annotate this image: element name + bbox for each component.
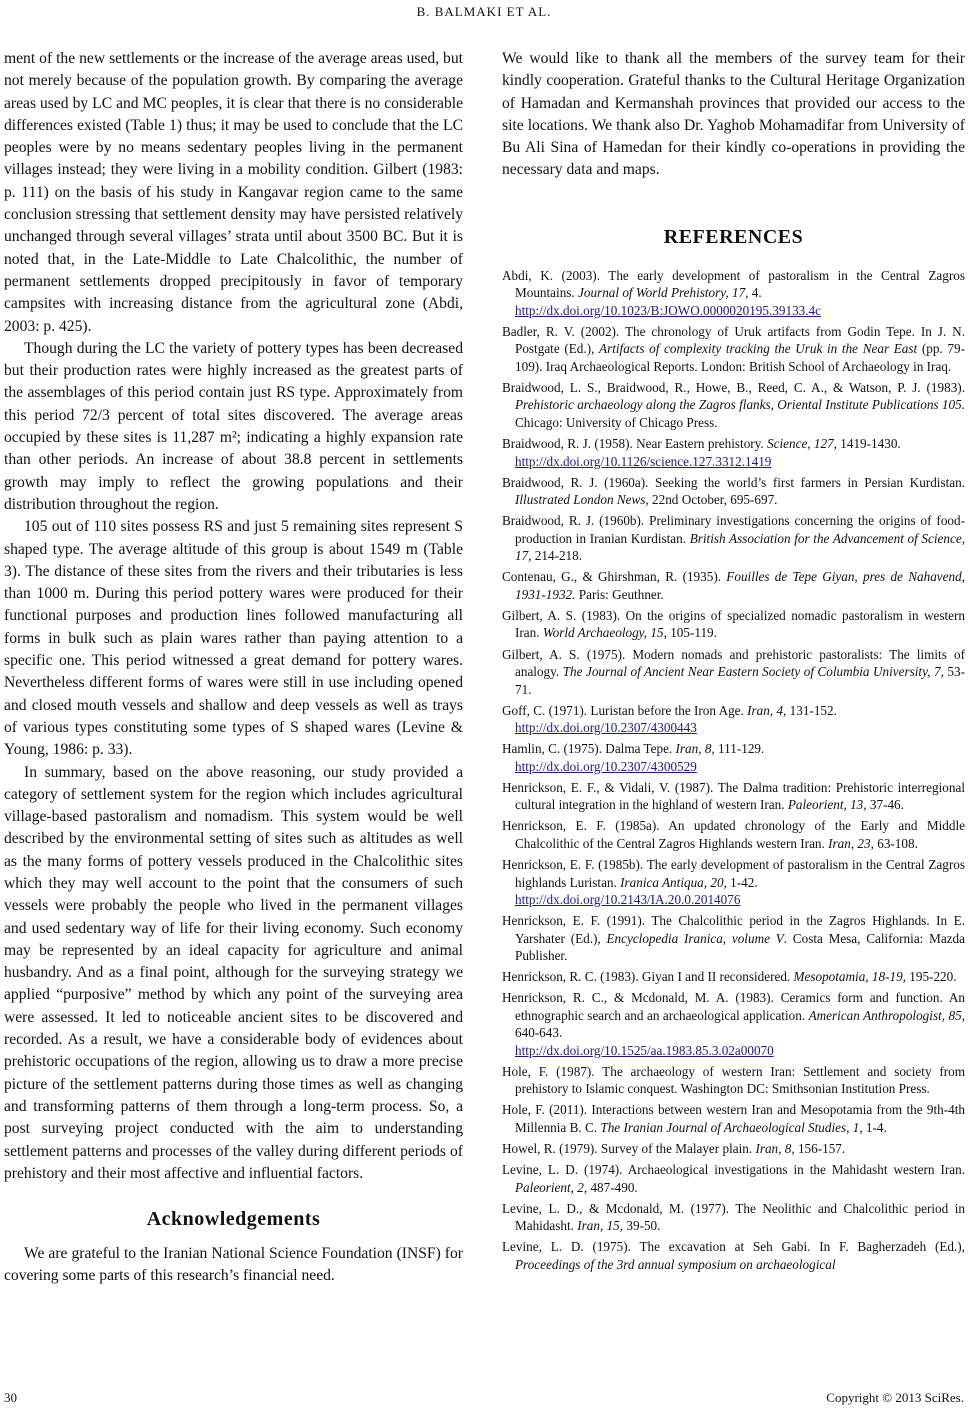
doi-link[interactable]: http://dx.doi.org/10.2307/4300529 xyxy=(515,758,697,774)
page-number: 30 xyxy=(4,1390,17,1405)
reference-text: Hole, F. (2011). Interactions between western Iran and Mesopotamia from the 9th-4th Millennia B. C. xyxy=(502,1102,965,1135)
reference-text: 156-157. xyxy=(794,1141,846,1157)
reference-source: Iran, 8, xyxy=(675,741,715,757)
reference-source: Encyclopedia Iranica, volume V xyxy=(606,930,784,946)
body-paragraph: Though during the LC the variety of pottery types has been decreased but their production rates were highly increased as the greatest parts of the assemblages of this period contain just RS type. Approximately from this period 72/3 percent of total sites discovered. The average areas occupied by these sites is 11,287 m²; indicating a highly expansion rate than other periods. An increase of about 38.8 percent in settlements growth may imply to reflect the growing populations and their distribution throughout the region. xyxy=(4,339,463,513)
reference-entry xyxy=(502,323,965,376)
reference-text: 1419-1430. xyxy=(836,436,901,452)
doi-link[interactable]: http://dx.doi.org/10.2143/IA.20.0.2014076 xyxy=(515,892,741,907)
reference-text: Braidwood, R. J. (1960a). Seeking the world’s first farmers in Persian Kurdistan. xyxy=(502,474,965,490)
reference-entry xyxy=(502,474,965,509)
reference-entry xyxy=(502,646,965,699)
reference-text: Henrickson, E. F., & Vidali, V. (1987). The Dalma tradition: Prehistoric interregional cultural integration in the highland of western Iran. xyxy=(502,779,965,813)
reference-text: 214-218. xyxy=(531,548,583,564)
reference-source: Journal of World Prehistory, 17, xyxy=(578,285,749,301)
reference-entry xyxy=(502,1238,965,1273)
reference-source: American Anthropologist, 85, xyxy=(808,1007,965,1023)
reference-source: Iran, 8, xyxy=(755,1141,795,1157)
reference-entry xyxy=(502,740,965,775)
reference-source: Iran, 23, xyxy=(828,835,874,851)
reference-text: Hole, F. (1987). The archaeology of western Iran: Settlement and society from prehistory to Islamic conquest. Washington DC: Smithsonian Institution Press. xyxy=(502,1063,965,1097)
reference-text: Badler, R. V. (2002). The chronology of Uruk artifacts from Godin Tepe. In J. N. Postgate (Ed.), xyxy=(502,323,965,357)
reference-entry xyxy=(502,1161,965,1196)
reference-entry xyxy=(502,1063,965,1098)
reference-source: Paleorient, 2, xyxy=(515,1179,588,1195)
reference-source: Paleorient, 13, xyxy=(787,797,867,813)
reference-text: Henrickson, E. F. (1985b). The early development of pastoralism in the Central Zagros highlands Luristan. xyxy=(502,857,965,890)
reference-text: Braidwood, R. J. (1958). Near Eastern prehistory. xyxy=(502,436,768,452)
reference-source: Iran, 15, xyxy=(577,1218,624,1234)
reference-text: Braidwood, R. J. (1960b). Preliminary investigations concerning the origins of food-production in Iranian Kurdistan. xyxy=(502,513,965,546)
reference-text: Henrickson, R. C. (1983). Giyan I and II reconsidered. xyxy=(502,969,794,985)
references-heading: REFERENCES xyxy=(663,225,804,248)
reference-entry xyxy=(502,968,965,986)
doi-link[interactable]: http://dx.doi.org/10.1525/aa.1983.85.3.02a00070 xyxy=(515,1042,774,1058)
reference-text: 4. xyxy=(748,285,762,301)
acknowledgements-paragraph: We are grateful to the Iranian National Science Foundation (INSF) for covering some parts of this research’s financial need. xyxy=(4,1245,463,1285)
reference-entry xyxy=(502,512,965,565)
doi-link[interactable]: http://dx.doi.org/10.1023/B:JOWO.0000020195.39133.4c xyxy=(515,302,821,318)
reference-text: Levine, L. D. (1975). The excavation at Seh Gabi. In F. Bagherzadeh (Ed.), xyxy=(502,1239,965,1255)
reference-entry xyxy=(502,989,965,1059)
reference-text: 39-50. xyxy=(623,1218,661,1234)
reference-source: Mesopotamia, 18-19, xyxy=(793,969,906,985)
reference-entry xyxy=(502,267,965,320)
reference-text: 1-42. xyxy=(726,874,758,890)
reference-text: Braidwood, L. S., Braidwood, R., Howe, B., Reed, C. A., & Watson, P. J. (1983). xyxy=(502,379,965,395)
reference-source: Fouilles de Tepe Giyan, pres de Nahavend, 1931-1932. xyxy=(515,569,965,602)
reference-text: . Costa Mesa, California: Mazda Publisher. xyxy=(515,930,965,964)
body-paragraph: 105 out of 110 sites possess RS and just 5 remaining sites represent S shaped type. The average altitude of this group is about 1549 m (Table 3). The distance of these sites from the rivers and their tributaries is less than 1000 m. During this period pottery wares were produced for their functional purposes and production lines followed manufacturing all forms in bulk such as plain wares rather than paying attention to a specific one. This period witnessed a great demand for pottery wares. Nevertheless different forms of wares were still in use including opened and closed mouth vessels and shallow and deep vessels as well as trays of various types constituting some types of S shaped wares (Levine & Young, 1986: p. 33). xyxy=(4,518,463,759)
reference-source: World Archaeology, 15, xyxy=(542,625,667,641)
reference-entry xyxy=(502,435,965,470)
reference-text: Henrickson, E. F. (1991). The Chalcolithic period in the Zagros Highlands. In E. Yarshater (Ed.), xyxy=(502,913,965,946)
reference-text: Levine, L. D., & Mcdonald, M. (1977). The Neolithic and Chalcolithic period in Mahidasht. xyxy=(502,1200,965,1234)
reference-source: Artifacts of complexity tracking the Uruk in the Near East xyxy=(599,341,918,357)
reference-source: Science, 127, xyxy=(767,436,837,452)
copyright-notice: Copyright © 2013 SciRes. xyxy=(826,1390,964,1405)
body-paragraph: ment of the new settlements or the increase of the average areas used, but not merely because of the population growth. By comparing the average areas used by LC and MC peoples, it is clear that there is no considerable differences existed (Table 1) thus; it may be used to conclude that the LC peoples were by no means sedentary peoples living in the permanent villages instead; they were living in a mobility condition. Gilbert (1983: p. 111) on the basis of his study in Kangavar region came to the same conclusion stressing that settlement density may have persisted relatively unchanged through several villages’ strata until about 3500 BC. But it is noted that, in the Late-Middle to Late Chalcolithic, the number of permanent settlements dropped precipitously in favor of temporary campsites with increasing distance from the agricultural zone (Abdi, 2003: p. 425). xyxy=(4,50,463,335)
reference-entry xyxy=(502,1200,965,1235)
reference-entry xyxy=(502,856,965,909)
acknowledgements-heading: Acknowledgements xyxy=(146,1208,321,1231)
reference-source: Iran, 4, xyxy=(747,702,787,718)
reference-source: The Iranian Journal of Archaeological Studies, 1, xyxy=(600,1119,863,1135)
reference-source: British Association for the Advancement of Science, 17, xyxy=(515,530,965,564)
reference-text: Howel, R. (1979). Survey of the Malayer plain. xyxy=(502,1141,756,1157)
reference-source: Iranica Antiqua, 20, xyxy=(620,874,727,890)
doi-link[interactable]: http://dx.doi.org/10.1126/science.127.3312.1419 xyxy=(515,453,772,469)
reference-text: 53-71. xyxy=(515,664,965,697)
reference-text: 37-46. xyxy=(866,797,904,813)
reference-text: 22nd October, 695-697. xyxy=(648,492,778,508)
reference-entry xyxy=(502,1101,965,1136)
reference-text: Paris: Geuthner. xyxy=(575,586,664,602)
acknowledgements-continued: We would like to thank all the members of the survey team for their kindly cooperation. Grateful thanks to the Cultural Heritage Organization of Hamadan and Kermanshah provinces that provided our access to the site locations. We thank also Dr. Yaghob Mohamadifar from University of Bu Ali Sina of Hamedan for their kindly co-operations in providing the necessary data and maps. xyxy=(502,50,965,179)
references-list xyxy=(502,267,965,1274)
reference-source: Proceedings of the 3rd annual symposium on archaeological xyxy=(515,1256,836,1272)
right-column xyxy=(502,48,965,1277)
reference-entry xyxy=(502,1140,965,1158)
reference-text: 131-152. xyxy=(786,702,837,718)
reference-text: Abdi, K. (2003). The early development of pastoralism in the Central Zagros Mountains. xyxy=(502,267,965,301)
reference-text: 105-119. xyxy=(666,625,717,641)
body-paragraph: In summary, based on the above reasoning, our study provided a category of settlement system for the region which includes agricultural village-based pastoralism and nomadism. This system would be well described by the environmental setting of sites such as altitudes as well as the many forms of pottery vessels produced in the Chalcolithic sites which they may well account to the point that the consumers of such vessels were probably the people who lived in the permanent villages and used sedentary way of life for their living economy. Such economy may be represented by an ideal capacity for agriculture and animal husbandry. And as a final point, although for the surveying strategy we applied “purposive” method by which any point of the surveying area were assessed. It led to noticeable ancient sites to be discovered and recorded. As a result, we have a considerable body of evidences about prehistoric occupations of the region, allowing us to draw a more precise picture of the settlement patterns during those times as well as changing and transforming patterns of them through a long-term process. So, a post surveying project conducted with the aim to understanding settlement patterns and processes of the valley during different periods of prehistory and their most affective and influential factors. xyxy=(4,763,463,1182)
reference-text: Contenau, G., & Ghirshman, R. (1935). xyxy=(502,569,727,585)
reference-entry xyxy=(502,702,965,737)
reference-text: 1-4. xyxy=(862,1119,887,1135)
reference-text: Henrickson, R. C., & Mcdonald, M. A. (1983). Ceramics form and function. An ethnographic search and an archaeological application. xyxy=(502,990,965,1023)
reference-entry xyxy=(502,379,965,432)
doi-link[interactable]: http://dx.doi.org/10.2307/4300443 xyxy=(515,720,697,736)
reference-entry xyxy=(502,607,965,642)
reference-source: Prehistoric archaeology along the Zagros flanks, Oriental Institute Publications 105. xyxy=(515,397,965,413)
reference-text: Levine, L. D. (1974). Archaeological investigations in the Mahidasht western Iran. xyxy=(502,1162,965,1178)
reference-entry xyxy=(502,779,965,814)
reference-text: Goff, C. (1971). Luristan before the Iron Age. xyxy=(502,702,748,718)
reference-text: 640-643. xyxy=(515,1025,563,1041)
reference-text: Hamlin, C. (1975). Dalma Tepe. xyxy=(502,741,676,757)
reference-source: The Journal of Ancient Near Eastern Society of Columbia University, 7, xyxy=(562,664,944,680)
left-column xyxy=(4,48,463,1288)
reference-text: 195-220. xyxy=(905,969,957,985)
reference-text: 487-490. xyxy=(587,1179,638,1195)
reference-source: Illustrated London News, xyxy=(515,492,649,508)
reference-text: Henrickson, E. F. (1985a). An updated chronology of the Early and Middle Chalcolithic of the Central Zagros Highlands western Iran. xyxy=(502,818,965,851)
reference-text: Chicago: University of Chicago Press. xyxy=(515,414,718,430)
reference-text: 111-129. xyxy=(714,741,765,757)
reference-text: Gilbert, A. S. (1983). On the origins of specialized nomadic pastoralism in western Iran. xyxy=(502,607,965,641)
reference-entry xyxy=(502,568,965,603)
running-header: B. BALMAKI ET AL. xyxy=(416,4,552,19)
reference-text: (pp. 79-109). Iraq Archaeological Reports. London: British School of Archaeology in Iraq. xyxy=(515,341,965,374)
reference-entry xyxy=(502,912,965,965)
reference-entry xyxy=(502,817,965,852)
reference-text: Gilbert, A. S. (1975). Modern nomads and prehistoric pastoralists: The limits of analogy. xyxy=(502,646,965,680)
reference-text: 63-108. xyxy=(873,835,918,851)
